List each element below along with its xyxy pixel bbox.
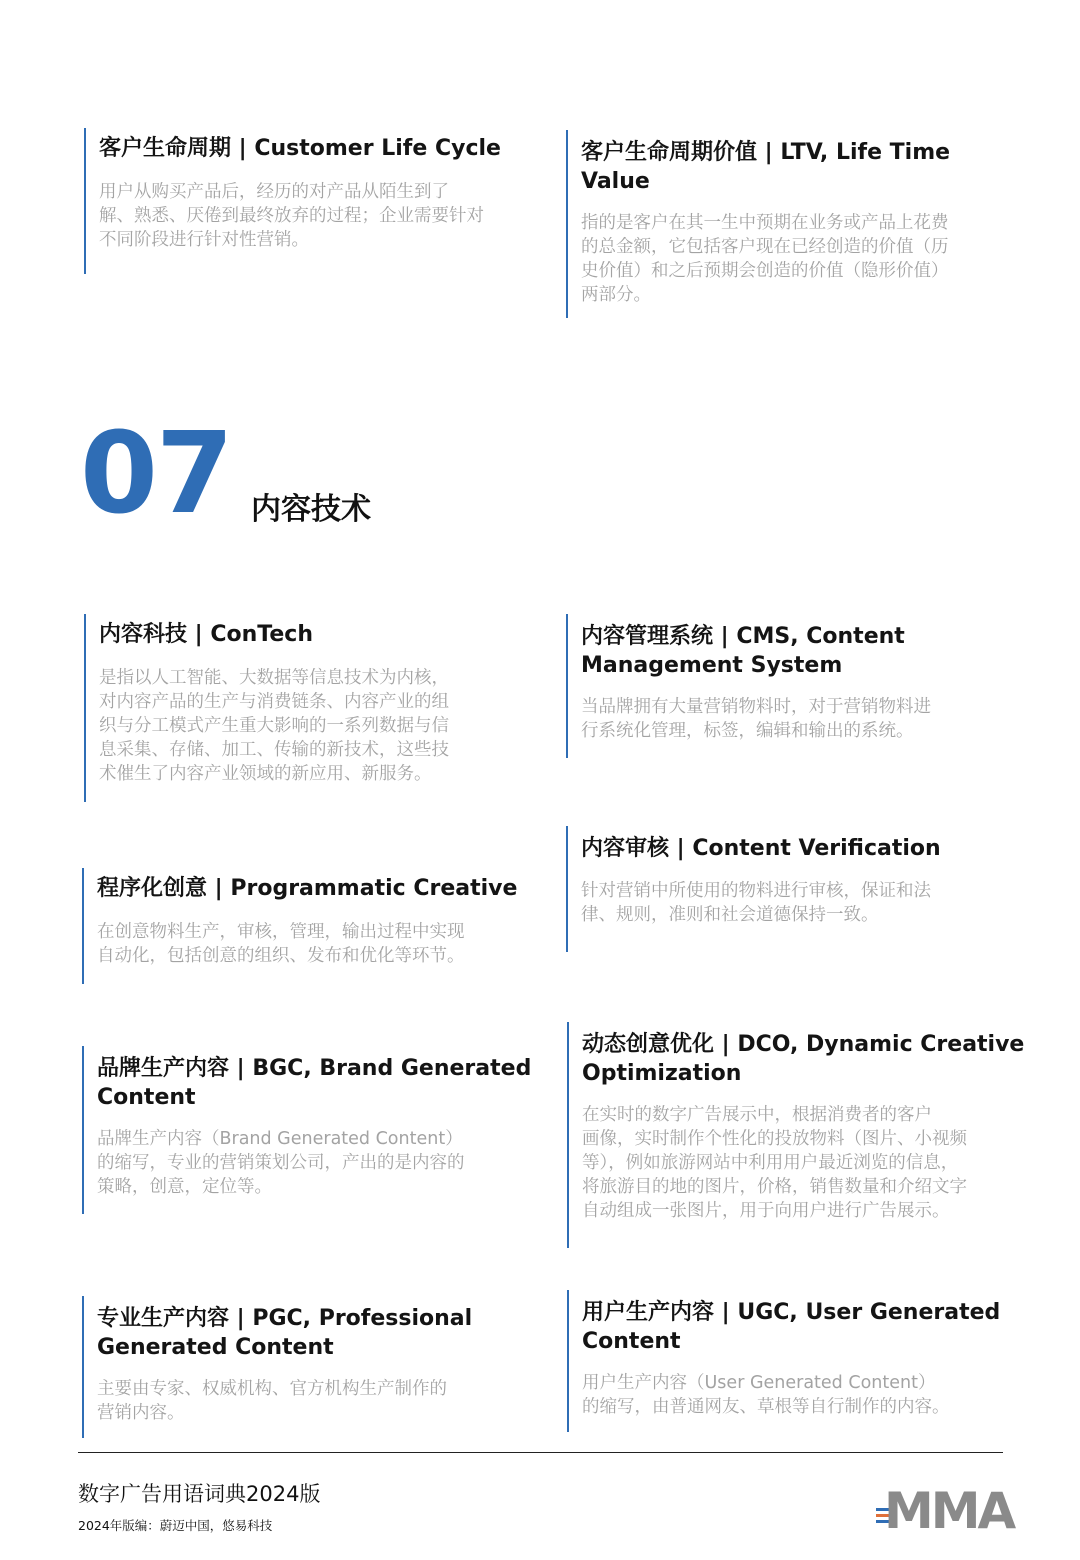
section-number: 07 bbox=[80, 409, 232, 539]
term-contech bbox=[84, 614, 524, 802]
term-title: 客户生命周期 | Customer Life Cycle bbox=[99, 136, 501, 161]
term-description: 用户生产内容（User Generated Content） 的缩写，由普通网友、草根等自行制作的内容。 bbox=[582, 1373, 950, 1417]
term-title: 内容科技 | ConTech bbox=[99, 622, 313, 647]
term-description: 主要由专家、权威机构、官方机构生产制作的 营销内容。 bbox=[97, 1379, 447, 1423]
term-description: 指的是客户在其一生中预期在业务或产品上花费 的总金额，它包括客户现在已经创造的价值（历 史价值）和之后预期会创造的价值（隐形价值） 两部分。 bbox=[581, 213, 949, 305]
term-title: 内容审核 | Content Verification bbox=[581, 836, 941, 861]
term-title: 内容管理系统 | CMS, Content Management System bbox=[581, 624, 905, 678]
term-title: 用户生产内容 | UGC, User Generated Content bbox=[582, 1300, 1001, 1354]
logo-text: MMA bbox=[884, 1484, 1014, 1534]
term-customer-life-cycle bbox=[84, 128, 554, 274]
term-cms bbox=[566, 614, 986, 758]
term-title: 程序化创意 | Programmatic Creative bbox=[97, 876, 518, 901]
term-ugc bbox=[567, 1290, 1017, 1432]
term-ltv bbox=[566, 130, 1011, 318]
term-title: 专业生产内容 | PGC, Professional Generated Content bbox=[97, 1306, 473, 1360]
term-dco bbox=[567, 1022, 1027, 1248]
term-title: 品牌生产内容 | BGC, Brand Generated Content bbox=[97, 1056, 532, 1110]
term-description: 针对营销中所使用的物料进行审核，保证和法 律、规则，准则和社会道德保持一致。 bbox=[581, 881, 931, 925]
term-pgc bbox=[82, 1296, 532, 1438]
term-bgc bbox=[82, 1046, 542, 1214]
term-description: 品牌生产内容（Brand Generated Content） 的缩写，专业的营销策划公司，产出的是内容的 策略，创意，定位等。 bbox=[97, 1129, 465, 1197]
footer-divider bbox=[78, 1452, 1003, 1453]
term-content-verification bbox=[566, 826, 1006, 952]
term-title: 动态创意优化 | DCO, Dynamic Creative Optimization bbox=[582, 1032, 1025, 1086]
term-description: 当品牌拥有大量营销物料时，对于营销物料进 行系统化管理，标签，编辑和输出的系统。 bbox=[581, 697, 931, 741]
mma-logo bbox=[872, 1484, 1022, 1534]
footer-credit: 2024年版编：蔚迈中国，悠易科技 bbox=[78, 1518, 273, 1533]
section-title: 内容技术 bbox=[251, 492, 371, 527]
term-description: 在实时的数字广告展示中，根据消费者的客户 画像，实时制作个性化的投放物料（图片、小视频 等），例如旅游网站中利用用户最近浏览的信息， 将旅游目的地的图片，价格，销售数量和介绍文字 自动组成一张图片，用于向用户进行广告展示。 bbox=[582, 1105, 967, 1221]
term-description: 在创意物料生产，审核，管理，输出过程中实现 自动化，包括创意的组织、发布和优化等环节。 bbox=[97, 922, 465, 966]
term-description: 是指以人工智能、大数据等信息技术为内核， 对内容产品的生产与消费链条、内容产业的组 织与分工模式产生重大影响的一系列数据与信 息采集、存储、加工、传输的新技术，这些技 术催生了内容产业领域的新应用、新服务。 bbox=[99, 668, 449, 784]
footer-title: 数字广告用语词典2024版 bbox=[78, 1482, 321, 1506]
term-description: 用户从购买产品后，经历的对产品从陌生到了 解、熟悉、厌倦到最终放弃的过程；企业需要针对 不同阶段进行针对性营销。 bbox=[99, 182, 484, 250]
term-programmatic-creative bbox=[82, 868, 532, 984]
term-title: 客户生命周期价值 | LTV, Life Time Value bbox=[581, 140, 951, 194]
